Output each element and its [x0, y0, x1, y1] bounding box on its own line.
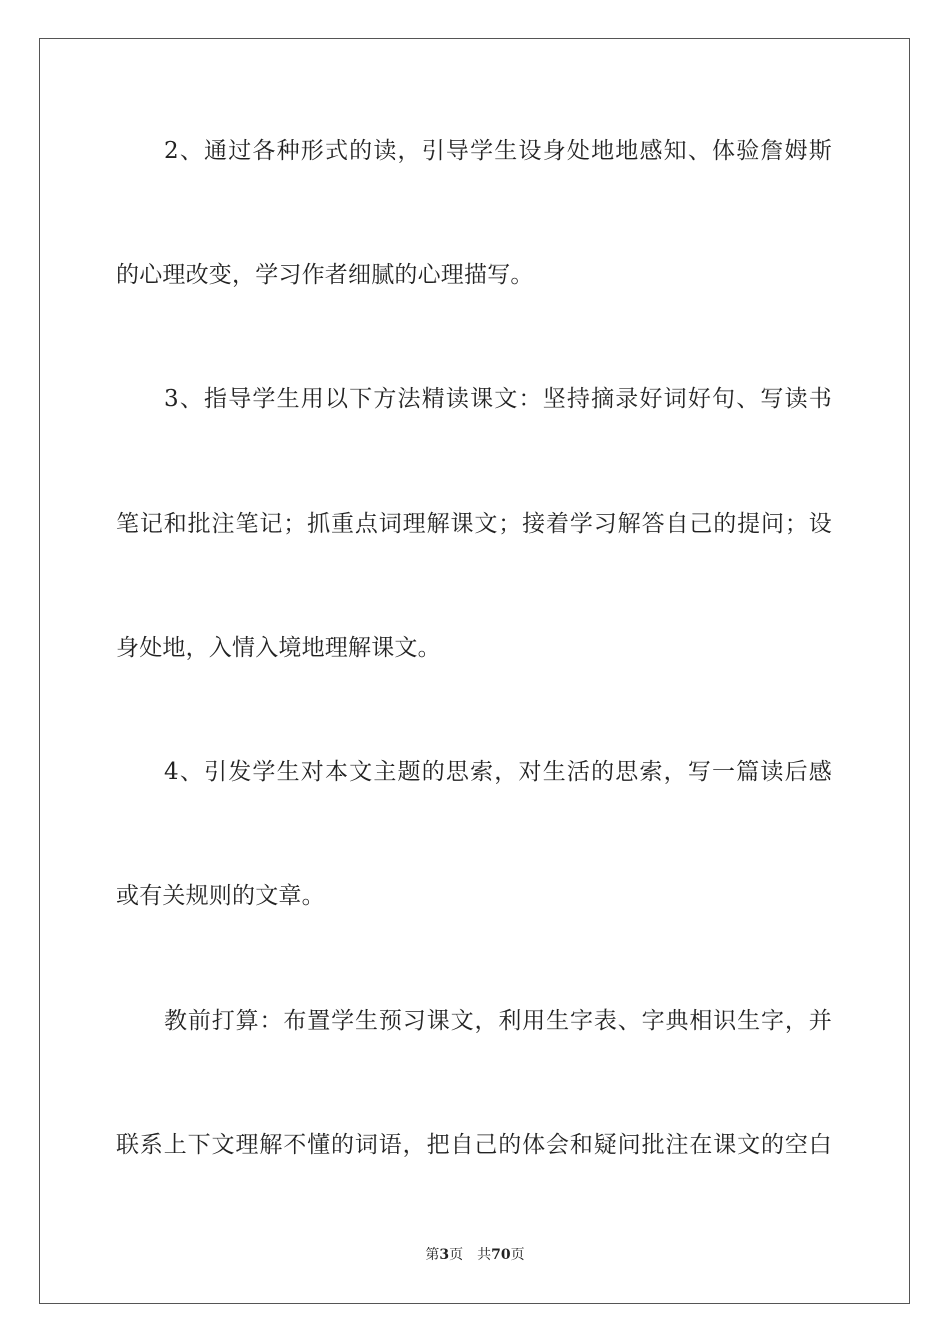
paragraph-4-line-1: 4、引发学生对本文主题的思索，对生活的思索，写一篇读后感 [164, 759, 832, 785]
footer-page-suffix: 页 [449, 1247, 464, 1263]
footer-total-prefix: 共 [477, 1247, 492, 1263]
paragraph-2-line-2: 的心理改变，学习作者细腻的心理描写。 [116, 262, 534, 288]
paragraph-3-line-3: 身处地，入情入境地理解课文。 [116, 635, 441, 661]
footer-prefix: 第 [425, 1247, 440, 1263]
page-border [39, 38, 910, 1304]
paragraph-prep-line-1: 教前打算：布置学生预习课文，利用生字表、字典相识生字，并 [164, 1008, 832, 1034]
current-page-number: 3 [439, 1247, 450, 1263]
paragraph-2-line-1: 2、通过各种形式的读，引导学生设身处地地感知、体验詹姆斯 [164, 138, 832, 164]
paragraph-3-line-2: 笔记和批注笔记；抓重点词理解课文；接着学习解答自己的提问；设 [116, 511, 832, 537]
paragraph-3-line-1: 3、指导学生用以下方法精读课文：坚持摘录好词好句、写读书 [164, 386, 832, 412]
total-page-count: 70 [491, 1247, 511, 1263]
paragraph-prep-line-2: 联系上下文理解不懂的词语，把自己的体会和疑问批注在课文的空白 [116, 1132, 832, 1158]
page-footer [0, 1246, 950, 1264]
footer-total-suffix: 页 [510, 1247, 525, 1263]
paragraph-4-line-2: 或有关规则的文章。 [116, 883, 325, 909]
